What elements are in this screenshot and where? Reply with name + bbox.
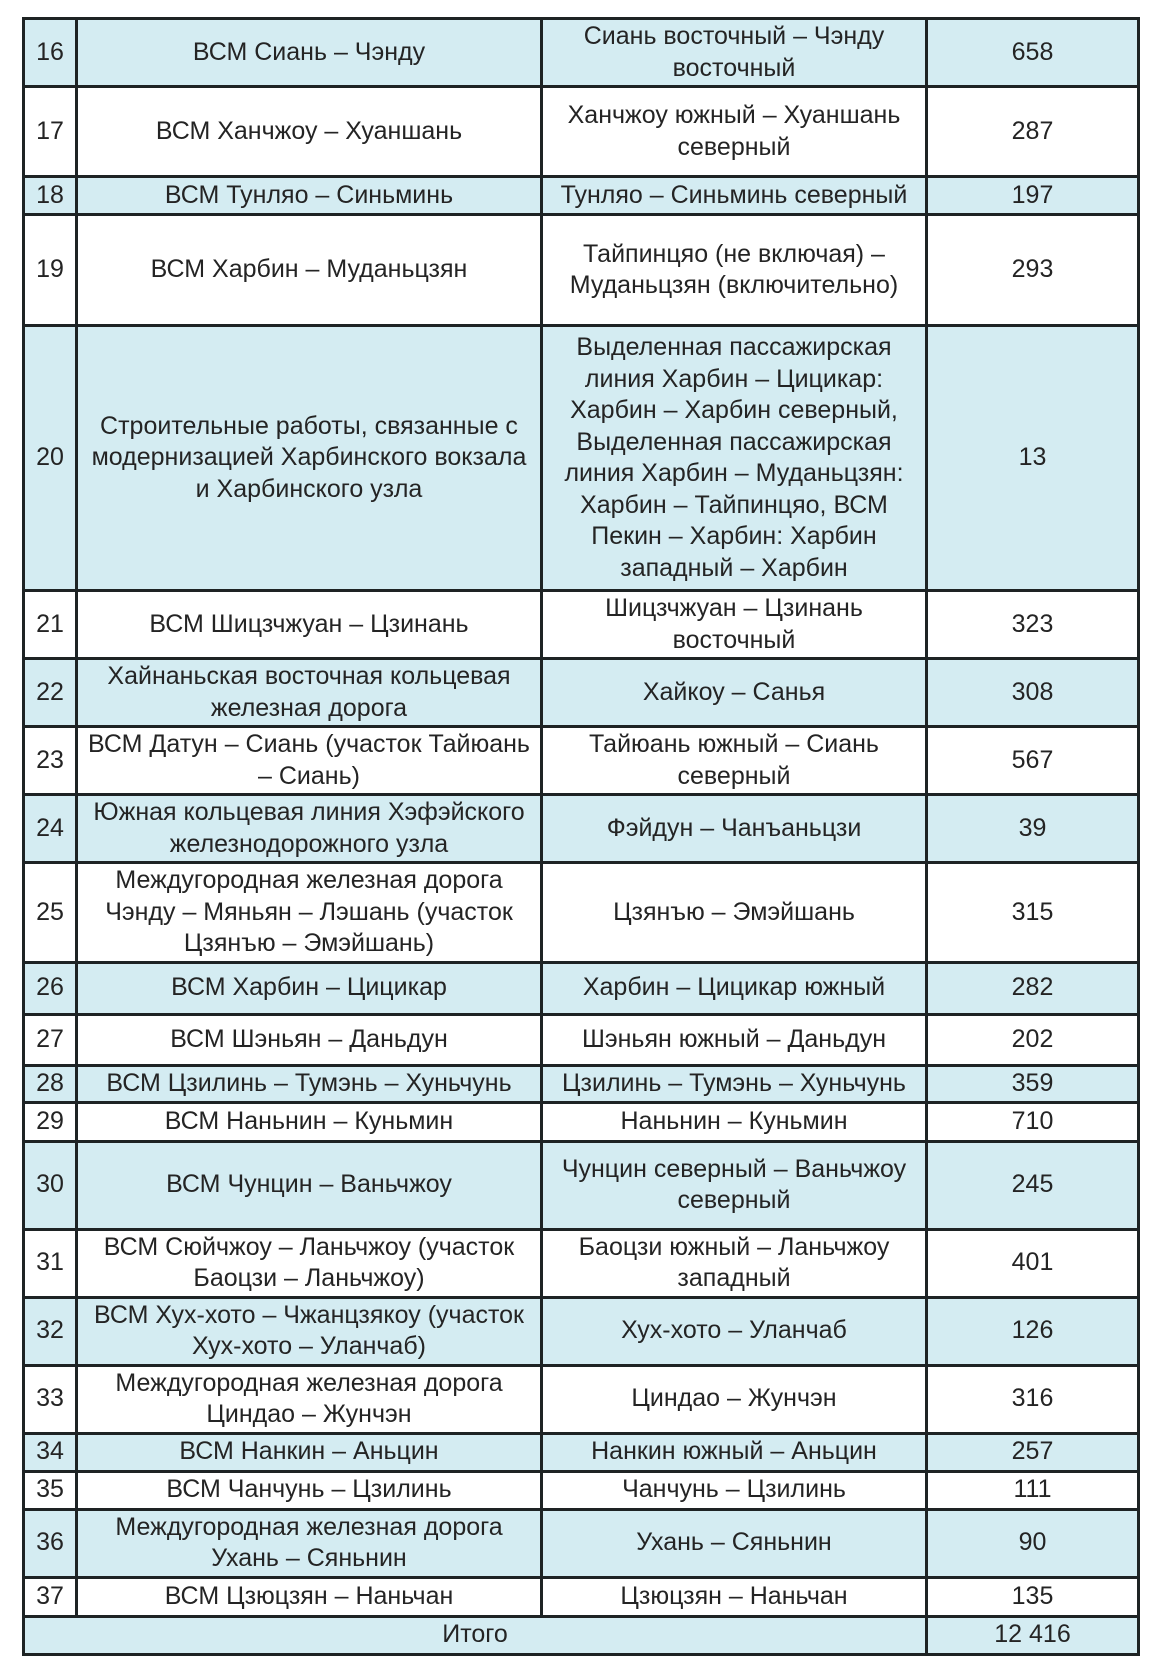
length-cell: 287 [927,87,1139,177]
length-cell: 39 [927,795,1139,863]
section-cell: Хух-хото – Уланчаб [542,1297,927,1365]
length-cell: 308 [927,659,1139,727]
table-row [24,795,1139,863]
length-cell: 323 [927,591,1139,659]
section-cell: Ухань – Сяньнин [542,1509,927,1577]
table-row [24,1229,1139,1297]
length-cell: 197 [927,177,1139,215]
length-cell: 135 [927,1577,1139,1616]
section-cell: Шэньян южный – Даньдун [542,1014,927,1065]
line-name-cell: ВСМ Чанчунь – Цзилинь [77,1471,542,1509]
line-name-cell: ВСМ Харбин – Цицикар [77,962,542,1014]
length-cell: 13 [927,326,1139,591]
table-row [24,1141,1139,1229]
line-name-cell: ВСМ Цзюцзян – Наньчан [77,1577,542,1616]
section-cell: Сиань восточный – Чэнду восточный [542,19,927,87]
table-row [24,659,1139,727]
table-row [24,727,1139,795]
row-number-cell: 35 [24,1471,77,1509]
table-row [24,1433,1139,1471]
section-cell: Тунляо – Синьминь северный [542,177,927,215]
section-cell: Баоцзи южный – Ланьчжоу западный [542,1229,927,1297]
table-row [24,1297,1139,1365]
total-value-cell: 12 416 [927,1616,1139,1654]
row-number-cell: 16 [24,19,77,87]
row-number-cell: 22 [24,659,77,727]
table-row [24,1577,1139,1616]
section-cell: Нанкин южный – Аньцин [542,1433,927,1471]
length-cell: 111 [927,1471,1139,1509]
line-name-cell: ВСМ Чунцин – Ваньчжоу [77,1141,542,1229]
length-cell: 316 [927,1365,1139,1433]
line-name-cell: ВСМ Шицзчжуан – Цзинань [77,591,542,659]
section-cell: Тайпинцяо (не включая) – Муданьцзян (включительно) [542,215,927,326]
table-row [24,87,1139,177]
length-cell: 90 [927,1509,1139,1577]
row-number-cell: 34 [24,1433,77,1471]
length-cell: 257 [927,1433,1139,1471]
row-number-cell: 37 [24,1577,77,1616]
line-name-cell: Междугородная железная дорога Чэнду – Мяньян – Лэшань (участок Цзянъю – Эмэйшань) [77,863,542,963]
total-label-cell: Итого [24,1616,927,1654]
row-number-cell: 24 [24,795,77,863]
table-row [24,1509,1139,1577]
section-cell: Цзянъю – Эмэйшань [542,863,927,963]
row-number-cell: 36 [24,1509,77,1577]
line-name-cell: ВСМ Харбин – Муданьцзян [77,215,542,326]
length-cell: 202 [927,1014,1139,1065]
line-name-cell: ВСМ Нанкин – Аньцин [77,1433,542,1471]
total-row [24,1616,1139,1654]
line-name-cell: ВСМ Сиань – Чэнду [77,19,542,87]
line-name-cell: ВСМ Сюйчжоу – Ланьчжоу (участок Баоцзи – Ланьчжоу) [77,1229,542,1297]
section-cell: Цзилинь – Тумэнь – Хуньчунь [542,1065,927,1102]
length-cell: 658 [927,19,1139,87]
length-cell: 126 [927,1297,1139,1365]
table-row [24,177,1139,215]
table-row [24,215,1139,326]
line-name-cell: ВСМ Наньнин – Куньмин [77,1102,542,1141]
table-row [24,19,1139,87]
section-cell: Наньнин – Куньмин [542,1102,927,1141]
row-number-cell: 25 [24,863,77,963]
length-cell: 710 [927,1102,1139,1141]
length-cell: 282 [927,962,1139,1014]
length-cell: 293 [927,215,1139,326]
table-row [24,1102,1139,1141]
section-cell: Фэйдун – Чанъаньцзи [542,795,927,863]
row-number-cell: 33 [24,1365,77,1433]
section-cell: Цзюцзян – Наньчан [542,1577,927,1616]
section-cell: Выделенная пассажирская линия Харбин – Цицикар: Харбин – Харбин северный, Выделенная пассажирская линия Харбин – Муданьцзян: Харбин – Тайпинцяо, ВСМ Пекин – Харбин: Харбин западный – Харбин [542,326,927,591]
section-cell: Шицзчжуан – Цзинань восточный [542,591,927,659]
section-cell: Циндао – Жунчэн [542,1365,927,1433]
line-name-cell: ВСМ Ханчжоу – Хуаншань [77,87,542,177]
length-cell: 359 [927,1065,1139,1102]
table-row [24,962,1139,1014]
row-number-cell: 21 [24,591,77,659]
row-number-cell: 19 [24,215,77,326]
line-name-cell: ВСМ Датун – Сиань (участок Тайюань – Сиань) [77,727,542,795]
section-cell: Чанчунь – Цзилинь [542,1471,927,1509]
table-row [24,1365,1139,1433]
row-number-cell: 26 [24,962,77,1014]
line-name-cell: ВСМ Хух-хото – Чжанцзякоу (участок Хух-хото – Уланчаб) [77,1297,542,1365]
table-row [24,863,1139,963]
section-cell: Харбин – Цицикар южный [542,962,927,1014]
row-number-cell: 18 [24,177,77,215]
length-cell: 245 [927,1141,1139,1229]
row-number-cell: 23 [24,727,77,795]
table-row [24,326,1139,591]
section-cell: Хайкоу – Санья [542,659,927,727]
length-cell: 315 [927,863,1139,963]
row-number-cell: 32 [24,1297,77,1365]
railway-lines-table [22,17,1140,1656]
row-number-cell: 20 [24,326,77,591]
line-name-cell: Хайнаньская восточная кольцевая железная дорога [77,659,542,727]
table-row [24,1471,1139,1509]
section-cell: Чунцин северный – Ваньчжоу северный [542,1141,927,1229]
section-cell: Ханчжоу южный – Хуаншань северный [542,87,927,177]
section-cell: Тайюань южный – Сиань северный [542,727,927,795]
table-row [24,1014,1139,1065]
line-name-cell: ВСМ Тунляо – Синьминь [77,177,542,215]
length-cell: 401 [927,1229,1139,1297]
row-number-cell: 31 [24,1229,77,1297]
row-number-cell: 27 [24,1014,77,1065]
line-name-cell: Южная кольцевая линия Хэфэйского железнодорожного узла [77,795,542,863]
line-name-cell: ВСМ Цзилинь – Тумэнь – Хуньчунь [77,1065,542,1102]
length-cell: 567 [927,727,1139,795]
table-row [24,591,1139,659]
row-number-cell: 28 [24,1065,77,1102]
row-number-cell: 30 [24,1141,77,1229]
table-row [24,1065,1139,1102]
line-name-cell: Строительные работы, связанные с модернизацией Харбинского вокзала и Харбинского узла [77,326,542,591]
line-name-cell: Междугородная железная дорога Ухань – Сяньнин [77,1509,542,1577]
row-number-cell: 17 [24,87,77,177]
row-number-cell: 29 [24,1102,77,1141]
line-name-cell: ВСМ Шэньян – Даньдун [77,1014,542,1065]
line-name-cell: Междугородная железная дорога Циндао – Жунчэн [77,1365,542,1433]
